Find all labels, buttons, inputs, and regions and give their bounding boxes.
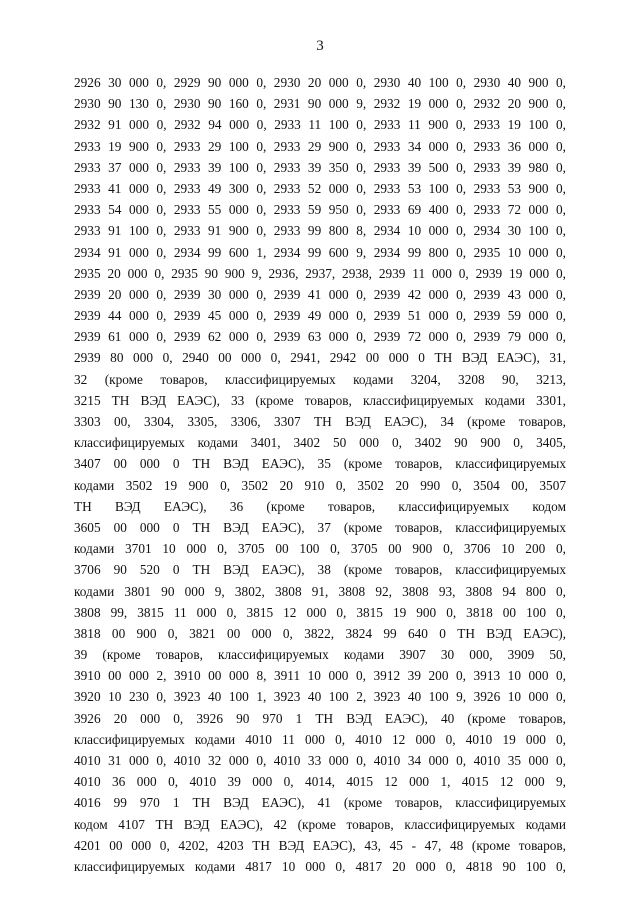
text-line: 2933 37 000 0, 2933 39 100 0, 2933 39 350 0, 2933 39 500 0, 2933 39 980 0, — [74, 159, 566, 175]
text-line: 3706 90 520 0 ТН ВЭД ЕАЭС), 38 (кроме товаров, классифицируемых — [74, 562, 566, 578]
text-line: 3303 00, 3304, 3305, 3306, 3307 ТН ВЭД ЕАЭС), 34 (кроме товаров, — [74, 414, 566, 429]
text-line: классифицируемых кодами 4817 10 000 0, 4817 20 000 0, 4818 90 100 0, — [74, 858, 566, 874]
text-line: кодами 3502 19 900 0, 3502 20 910 0, 3502 20 990 0, 3504 00, 3507 — [74, 477, 566, 493]
text-line: 2932 91 000 0, 2932 94 000 0, 2933 11 100 0, 2933 11 900 0, 2933 19 100 0, — [74, 117, 566, 133]
text-line: 4201 00 000 0, 4202, 4203 ТН ВЭД ЕАЭС), 43, 45 - 47, 48 (кроме товаров, — [74, 837, 566, 853]
text-line: 2939 61 000 0, 2939 62 000 0, 2939 63 000 0, 2939 72 000 0, 2939 79 000 0, — [74, 329, 566, 345]
text-line: кодами 3701 10 000 0, 3705 00 100 0, 3705 00 900 0, 3706 10 200 0, — [74, 541, 566, 557]
text-line: кодом 4107 ТН ВЭД ЕАЭС), 42 (кроме товаров, классифицируемых кодами — [74, 816, 566, 832]
text-line: 4010 31 000 0, 4010 32 000 0, 4010 33 000 0, 4010 34 000 0, 4010 35 000 0, — [74, 753, 566, 768]
text-line: 3926 20 000 0, 3926 90 970 1 ТН ВЭД ЕАЭС), 40 (кроме товаров, — [74, 710, 566, 726]
text-line: классифицируемых кодами 3401, 3402 50 000 0, 3402 90 900 0, 3405, — [74, 435, 566, 451]
text-line: 3215 ТН ВЭД ЕАЭС), 33 (кроме товаров, классифицируемых кодами 3301, — [74, 392, 566, 408]
page-number: 3 — [316, 38, 324, 54]
text-line: 3910 00 000 2, 3910 00 000 8, 3911 10 000 0, 3912 39 200 0, 3913 10 000 0, — [74, 668, 566, 684]
text-line: кодами 3801 90 000 9, 3802, 3808 91, 3808 92, 3808 93, 3808 94 800 0, — [74, 583, 566, 599]
text-line: 2933 91 100 0, 2933 91 900 0, 2933 99 800 8, 2934 10 000 0, 2934 30 100 0, — [74, 223, 566, 239]
text-line: классифицируемых кодами 4010 11 000 0, 4010 12 000 0, 4010 19 000 0, — [74, 731, 566, 747]
text-line: 3818 00 900 0, 3821 00 000 0, 3822, 3824 99 640 0 ТН ВЭД ЕАЭС), — [74, 625, 566, 641]
text-line: 3407 00 000 0 ТН ВЭД ЕАЭС), 35 (кроме товаров, классифицируемых — [74, 456, 566, 472]
text-line: 2933 54 000 0, 2933 55 000 0, 2933 59 950 0, 2933 69 400 0, 2933 72 000 0, — [74, 202, 566, 218]
text-line: 32 (кроме товаров, классифицируемых кодами 3204, 3208 90, 3213, — [74, 371, 566, 387]
text-line: 2939 20 000 0, 2939 30 000 0, 2939 41 000 0, 2939 42 000 0, 2939 43 000 0, — [74, 286, 566, 302]
text-line: 2935 20 000 0, 2935 90 900 9, 2936, 2937, 2938, 2939 11 000 0, 2939 19 000 0, — [74, 265, 566, 281]
text-line: 3808 99, 3815 11 000 0, 3815 12 000 0, 3815 19 900 0, 3818 00 100 0, — [74, 604, 566, 620]
text-line: 2934 91 000 0, 2934 99 600 1, 2934 99 600 9, 2934 99 800 0, 2935 10 000 0, — [74, 244, 566, 260]
text-line: 2939 44 000 0, 2939 45 000 0, 2939 49 000 0, 2939 51 000 0, 2939 59 000 0, — [74, 308, 566, 324]
body-text — [74, 72, 566, 877]
text-line: 4016 99 970 1 ТН ВЭД ЕАЭС), 41 (кроме товаров, классифицируемых — [74, 795, 566, 811]
text-line: 2939 80 000 0, 2940 00 000 0, 2941, 2942 00 000 0 ТН ВЭД ЕАЭС), 31, — [74, 350, 566, 366]
text-line: 2933 19 900 0, 2933 29 100 0, 2933 29 900 0, 2933 34 000 0, 2933 36 000 0, — [74, 138, 566, 154]
text-line: 2930 90 130 0, 2930 90 160 0, 2931 90 000 9, 2932 19 000 0, 2932 20 900 0, — [74, 96, 566, 112]
text-line: 2933 41 000 0, 2933 49 300 0, 2933 52 000 0, 2933 53 100 0, 2933 53 900 0, — [74, 180, 566, 196]
text-line: 4010 36 000 0, 4010 39 000 0, 4014, 4015 12 000 1, 4015 12 000 9, — [74, 774, 566, 790]
text-line: ТН ВЭД ЕАЭС), 36 (кроме товаров, классифицируемых кодом — [74, 498, 566, 514]
text-line: 39 (кроме товаров, классифицируемых кодами 3907 30 000, 3909 50, — [74, 647, 566, 663]
text-line: 3920 10 230 0, 3923 40 100 1, 3923 40 100 2, 3923 40 100 9, 3926 10 000 0, — [74, 689, 566, 705]
text-line: 2926 30 000 0, 2929 90 000 0, 2930 20 000 0, 2930 40 100 0, 2930 40 900 0, — [74, 75, 566, 90]
text-line: 3605 00 000 0 ТН ВЭД ЕАЭС), 37 (кроме товаров, классифицируемых — [74, 519, 566, 535]
